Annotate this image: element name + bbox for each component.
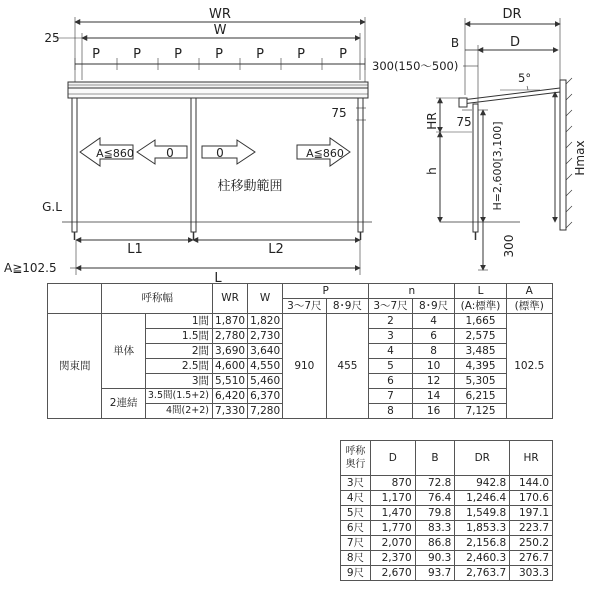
row-d: 1,770 (370, 521, 415, 536)
corner-cell (48, 284, 102, 314)
row-n2: 14 (412, 389, 455, 404)
row-dr: 1,246.4 (455, 491, 510, 506)
row-l: 1,665 (455, 314, 506, 329)
row-b: 90.3 (415, 551, 455, 566)
row-l: 7,125 (455, 404, 506, 419)
group-label: 関東間 (48, 314, 102, 419)
p-label: P (92, 47, 100, 62)
header-wr: WR (213, 284, 248, 314)
single-label: 単体 (102, 314, 145, 389)
row-n1: 2 (369, 314, 412, 329)
row-hr: 276.7 (510, 551, 553, 566)
row-l: 6,215 (455, 389, 506, 404)
range-zero-left: 0 (166, 146, 174, 160)
row-d: 1,470 (370, 506, 415, 521)
w-label: W (213, 23, 227, 38)
row-n1: 5 (369, 359, 412, 374)
dr-label: DR (502, 7, 522, 22)
range-right-limit: A≦860 (306, 147, 344, 160)
header-dr: DR (455, 441, 510, 476)
depth-table (340, 440, 553, 581)
row-hr: 303.3 (510, 566, 553, 581)
angle-label: 5° (518, 71, 532, 85)
row-name: 7尺 (341, 536, 371, 551)
depth-header-row (341, 441, 553, 476)
post-range-label: 柱移動範囲 (217, 179, 283, 194)
header-n-sub2: 8･9尺 (412, 299, 455, 314)
row-hr: 144.0 (510, 476, 553, 491)
row-d: 2,070 (370, 536, 415, 551)
row-n2: 12 (412, 374, 455, 389)
row-dr: 942.8 (455, 476, 510, 491)
row-wr: 5,510 (213, 374, 248, 389)
h-label: h (425, 167, 439, 175)
table-row (341, 521, 553, 536)
row-l: 5,305 (455, 374, 506, 389)
p-label: P (297, 47, 305, 62)
row-n2: 8 (412, 344, 455, 359)
header-p-sub1: 3〜7尺 (283, 299, 326, 314)
header-a: A (506, 284, 552, 299)
header-l-sub: (A:標準) (455, 299, 506, 314)
row-b: 72.8 (415, 476, 455, 491)
row-n1: 4 (369, 344, 412, 359)
header-name: 呼称幅 (102, 284, 213, 314)
row-dr: 2,763.7 (455, 566, 510, 581)
row-dr: 2,156.8 (455, 536, 510, 551)
table-row (341, 536, 553, 551)
ground-level-label: G.L (42, 200, 62, 214)
header-w: W (248, 284, 283, 314)
d-label: D (509, 35, 521, 50)
a-label: A≧102.5 (4, 261, 57, 275)
table-row (341, 506, 553, 521)
range-left-limit: A≦860 (96, 147, 134, 160)
overhang-label: 300(150〜500) (372, 59, 459, 73)
row-name: 4間(2+2) (145, 404, 212, 419)
l-label: L (214, 271, 222, 285)
row-w: 3,640 (248, 344, 283, 359)
row-b: 76.4 (415, 491, 455, 506)
double-label: 2連結 (102, 389, 145, 419)
spec-table (47, 283, 553, 419)
a-value: 102.5 (506, 314, 552, 419)
row-w: 6,370 (248, 389, 283, 404)
row-b: 86.8 (415, 536, 455, 551)
row-d: 1,170 (370, 491, 415, 506)
row-l: 4,395 (455, 359, 506, 374)
header-hr: HR (510, 441, 553, 476)
table-row (341, 551, 553, 566)
row-n2: 16 (412, 404, 455, 419)
row-b: 83.3 (415, 521, 455, 536)
p-value-large: 455 (326, 314, 369, 419)
l2-label: L2 (268, 242, 284, 257)
row-dr: 2,460.3 (455, 551, 510, 566)
table-row (341, 476, 553, 491)
row-name: 3間 (145, 374, 212, 389)
row-d: 2,370 (370, 551, 415, 566)
row-name: 2.5間 (145, 359, 212, 374)
row-name: 8尺 (341, 551, 371, 566)
spec-header-row (48, 284, 553, 299)
row-hr: 223.7 (510, 521, 553, 536)
table-row (341, 566, 553, 581)
row-w: 1,820 (248, 314, 283, 329)
table-row (48, 314, 553, 329)
row-d: 2,670 (370, 566, 415, 581)
p-label: P (133, 47, 141, 62)
row-hr: 170.6 (510, 491, 553, 506)
row-n2: 4 (412, 314, 455, 329)
row-dr: 1,549.8 (455, 506, 510, 521)
b-label: B (450, 36, 460, 50)
row-name: 6尺 (341, 521, 371, 536)
table-row (341, 491, 553, 506)
row-n1: 8 (369, 404, 412, 419)
row-wr: 7,330 (213, 404, 248, 419)
row-wr: 4,600 (213, 359, 248, 374)
row-name: 1.5間 (145, 329, 212, 344)
front-view (55, 17, 372, 275)
row-n2: 10 (412, 359, 455, 374)
side-75-label: 75 (456, 115, 472, 129)
row-b: 93.7 (415, 566, 455, 581)
row-wr: 2,780 (213, 329, 248, 344)
header-name-line2: 奥行 (345, 459, 366, 470)
side-view (436, 18, 572, 270)
hmax-label: Hmax (573, 140, 587, 176)
header-name (341, 441, 371, 476)
header-d: D (370, 441, 415, 476)
range-zero-right: 0 (216, 146, 224, 160)
p-label: P (215, 47, 223, 62)
header-p-sub2: 8･9尺 (326, 299, 369, 314)
header-name-line1: 呼称 (345, 446, 366, 457)
p-label: P (339, 47, 347, 62)
row-name: 3尺 (341, 476, 371, 491)
row-hr: 250.2 (510, 536, 553, 551)
p-label: P (256, 47, 264, 62)
offset-25-label: 25 (44, 31, 60, 45)
drawing-area (0, 0, 600, 285)
row-wr: 3,690 (213, 344, 248, 359)
row-w: 5,460 (248, 374, 283, 389)
row-n1: 7 (369, 389, 412, 404)
hr-label: HR (425, 112, 439, 130)
row-wr: 6,420 (213, 389, 248, 404)
header-n-sub1: 3〜7尺 (369, 299, 412, 314)
row-l: 3,485 (455, 344, 506, 359)
row-hr: 197.1 (510, 506, 553, 521)
header-n: n (369, 284, 455, 299)
height-75-label: 75 (331, 106, 347, 120)
depth-300-label: 300 (502, 234, 516, 258)
p-label: P (174, 47, 182, 62)
row-d: 870 (370, 476, 415, 491)
h-value-label: H=2,600[3,100] (491, 121, 504, 211)
row-name: 2間 (145, 344, 212, 359)
row-dr: 1,853.3 (455, 521, 510, 536)
header-l: L (455, 284, 506, 299)
row-name: 5尺 (341, 506, 371, 521)
header-a-sub: (標準) (506, 299, 552, 314)
row-name: 1間 (145, 314, 212, 329)
l1-label: L1 (127, 242, 143, 257)
header-b: B (415, 441, 455, 476)
row-name: 4尺 (341, 491, 371, 506)
wr-label: WR (209, 7, 231, 22)
row-b: 79.8 (415, 506, 455, 521)
row-n2: 6 (412, 329, 455, 344)
row-name: 9尺 (341, 566, 371, 581)
row-n1: 6 (369, 374, 412, 389)
row-l: 2,575 (455, 329, 506, 344)
row-w: 2,730 (248, 329, 283, 344)
p-value-small: 910 (283, 314, 326, 419)
row-w: 7,280 (248, 404, 283, 419)
row-name: 3.5間(1.5+2) (145, 389, 212, 404)
row-n1: 3 (369, 329, 412, 344)
header-p: P (283, 284, 369, 299)
row-w: 4,550 (248, 359, 283, 374)
row-wr: 1,870 (213, 314, 248, 329)
